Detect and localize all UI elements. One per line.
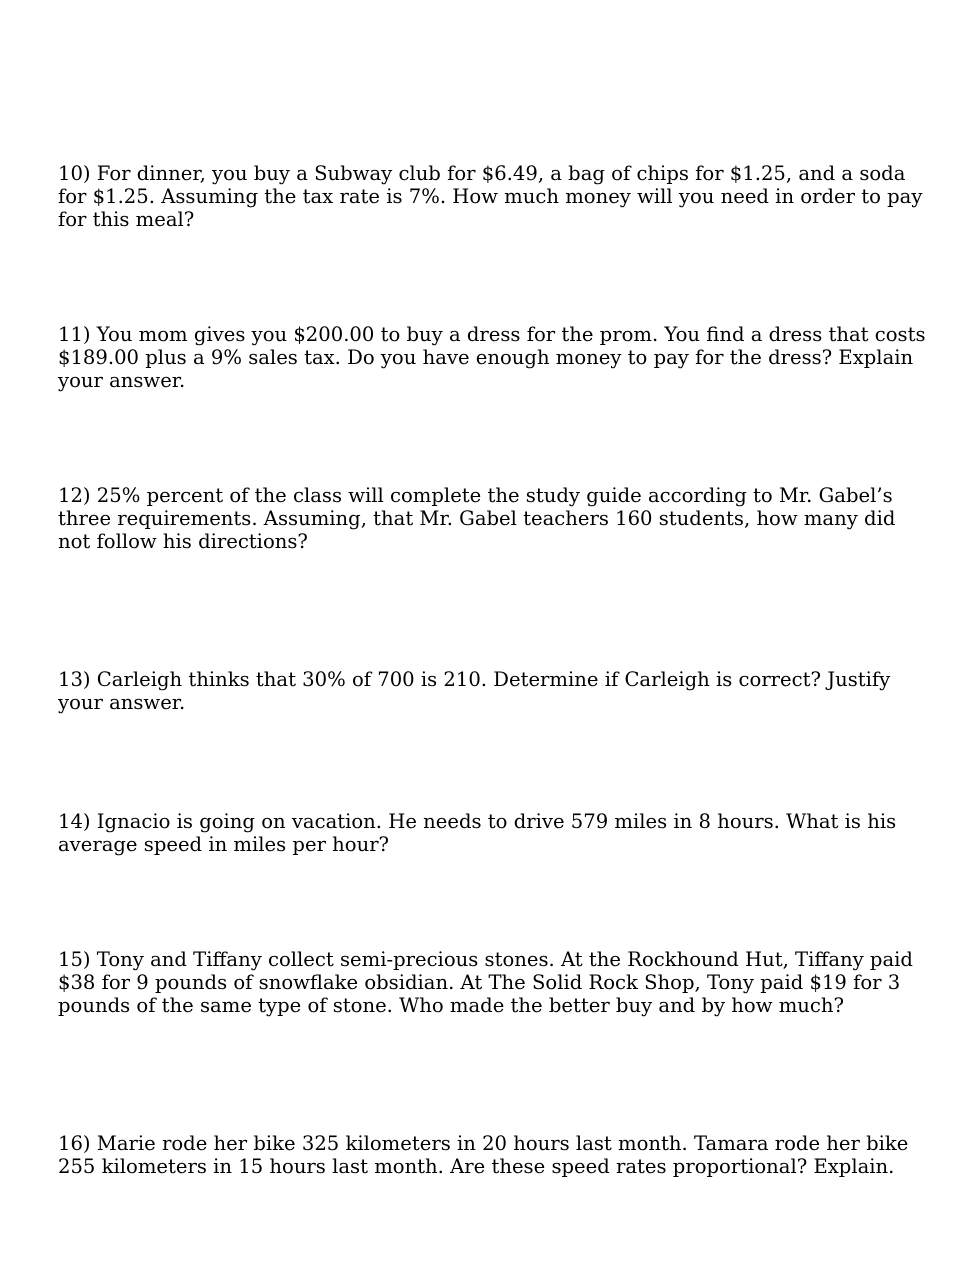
problem-16: 16) Marie rode her bike 325 kilometers in 20 hours last month. Tamara rode her bike 255 kilometers in 15 hours last month. Are these speed rates proportional? Explain. xyxy=(58,1132,909,1178)
problem-12: 12) 25% percent of the class will complete the study guide according to Mr. Gabel’s three requirements. Assuming, that Mr. Gabel teachers 160 students, how many did not follow his directions? xyxy=(58,484,896,553)
problem-15: 15) Tony and Tiffany collect semi-precious stones. At the Rockhound Hut, Tiffany paid $38 for 9 pounds of snowflake obsidian. At The Solid Rock Shop, Tony paid $19 for 3 pounds of the same type of stone. Who made the better buy and by how much? xyxy=(58,948,913,1017)
problem-13: 13) Carleigh thinks that 30% of 700 is 210. Determine if Carleigh is correct? Justify your answer. xyxy=(58,668,891,714)
problem-10: 10) For dinner, you buy a Subway club for $6.49, a bag of chips for $1.25, and a soda for $1.25. Assuming the tax rate is 7%. How much money will you need in order to pay for this meal? xyxy=(58,162,923,231)
problem-14: 14) Ignacio is going on vacation. He needs to drive 579 miles in 8 hours. What is his average speed in miles per hour? xyxy=(58,810,897,856)
problem-11: 11) You mom gives you $200.00 to buy a dress for the prom. You find a dress that costs $189.00 plus a 9% sales tax. Do you have enough money to pay for the dress? Explain your answer. xyxy=(58,323,926,392)
